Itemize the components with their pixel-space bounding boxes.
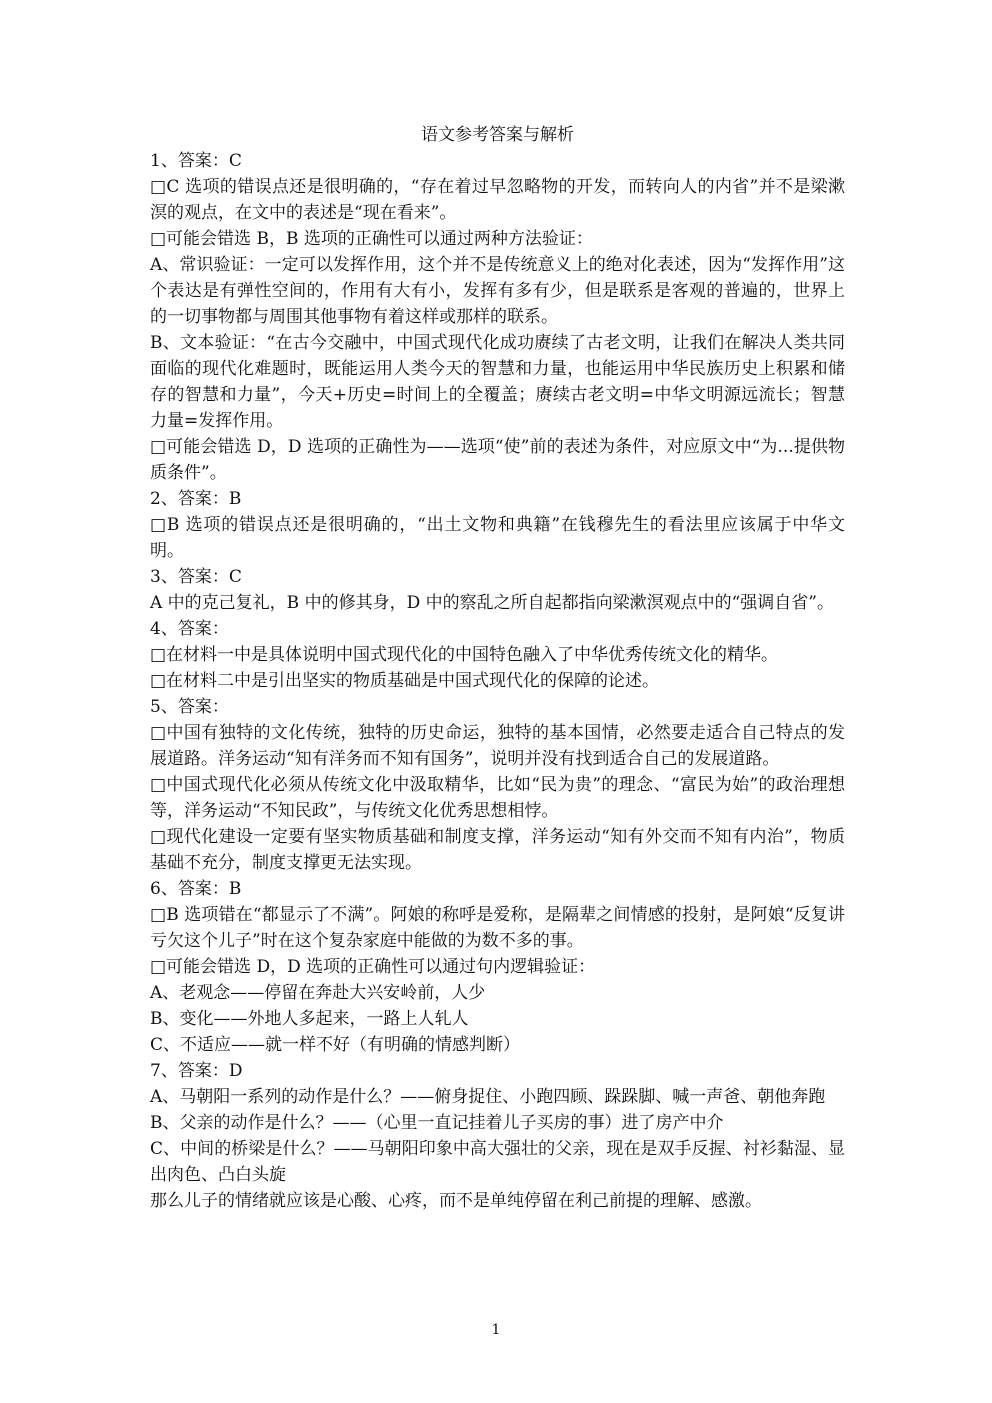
answer-6-alt-d: □可能会错选 D，D 选项的正确性可以通过句内逻辑验证： — [150, 957, 596, 977]
answer-2-analysis: □B 选项的错误点还是很明确的，“出土文物和典籍”在钱穆先生的看法里应该属于中华文明。 — [150, 515, 845, 561]
answer-4-point-1: □在材料一中是具体说明中国式现代化的中国特色融入了中华优秀传统文化的精华。 — [150, 645, 779, 665]
answer-1-alt-d: □可能会错选 D，D 选项的正确性为——选项“使”前的表述为条件，对应原文中“为...提供物质条件”。 — [150, 437, 845, 483]
answer-5-heading: 5、答案： — [150, 697, 229, 717]
answer-1-method-a: A、常识验证：一定可以发挥作用，这个并不是传统意义上的绝对化表述，因为“发挥作用”这个表达是有弹性空间的，作用有大有小，发挥有多有少，但是联系是客观的普遍的，世界上的一切事物都与周围其他事物有着这样或那样的联系。 — [150, 255, 845, 327]
document-page — [150, 122, 845, 1214]
page-number: 1 — [491, 1322, 501, 1338]
answer-7-item-a: A、马朝阳一系列的动作是什么？——俯身捉住、小跑四顾、跺跺脚、喊一声爸、朝他奔跑 — [150, 1087, 826, 1107]
answer-1-alt-b: □可能会错选 B，B 选项的正确性可以通过两种方法验证： — [150, 229, 593, 249]
answer-4-point-2: □在材料二中是引出坚实的物质基础是中国式现代化的保障的论述。 — [150, 671, 660, 691]
answer-4-heading: 4、答案： — [150, 619, 229, 639]
answer-3-analysis: A 中的克己复礼，B 中的修其身，D 中的察乱之所自起都指向梁漱溟观点中的“强调自省”。 — [150, 593, 834, 613]
answer-2-heading: 2、答案：B — [150, 489, 242, 509]
answer-1-heading: 1、答案：C — [150, 151, 242, 171]
answer-7-item-c: C、中间的桥梁是什么？——马朝阳印象中高大强壮的父亲，现在是双手反握、衬衫黏湿、显出肉色、凸白头旋 — [150, 1139, 845, 1185]
answer-6-item-b: B、变化——外地人多起来，一路上人轧人 — [150, 1009, 469, 1029]
answer-5-point-1: □中国有独特的文化传统，独特的历史命运，独特的基本国情，必然要走适合自己特点的发展道路。洋务运动“知有洋务而不知有国务”，说明并没有找到适合自己的发展道路。 — [150, 723, 845, 769]
answer-5-point-2: □中国式现代化必须从传统文化中汲取精华，比如“民为贵”的理念、“富民为始”的政治理想等，洋务运动“不知民政”，与传统文化优秀思想相悖。 — [150, 775, 845, 821]
answer-1-method-b: B、文本验证：“在古今交融中，中国式现代化成功赓续了古老文明，让我们在解决人类共同面临的现代化难题时，既能运用人类今天的智慧和力量，也能运用中华民族历史上积累和储存的智慧和力量”，今天+历史=时间上的全覆盖；赓续古老文明=中华文明源远流长；智慧力量=发挥作用。 — [150, 333, 845, 431]
answer-6-item-c: C、不适应——就一样不好（有明确的情感判断） — [150, 1035, 521, 1055]
answer-7-item-b: B、父亲的动作是什么？——（心里一直记挂着儿子买房的事）进了房产中介 — [150, 1113, 724, 1133]
answer-5-point-3: □现代化建设一定要有坚实物质基础和制度支撑，洋务运动“知有外交而不知有内治”，物质基础不充分，制度支撑更无法实现。 — [150, 827, 845, 873]
answer-3-heading: 3、答案：C — [150, 567, 242, 587]
answer-7-conclusion: 那么儿子的情绪就应该是心酸、心疼，而不是单纯停留在利己前提的理解、感激。 — [150, 1191, 762, 1211]
answer-7-heading: 7、答案：D — [150, 1061, 243, 1081]
document-title: 语文参考答案与解析 — [421, 125, 574, 145]
answer-6-heading: 6、答案：B — [150, 879, 242, 899]
answer-1-analysis: □C 选项的错误点还是很明确的，“存在着过早忽略物的开发，而转向人的内省”并不是梁漱溟的观点，在文中的表述是“现在看来”。 — [150, 177, 845, 223]
answer-6-analysis: □B 选项错在“都显示了不满”。阿娘的称呼是爱称，是隔辈之间情感的投射，是阿娘“反复讲亏欠这个儿子”时在这个复杂家庭中能做的为数不多的事。 — [150, 905, 845, 951]
answer-6-item-a: A、老观念——停留在奔赴大兴安岭前，人少 — [150, 983, 486, 1003]
